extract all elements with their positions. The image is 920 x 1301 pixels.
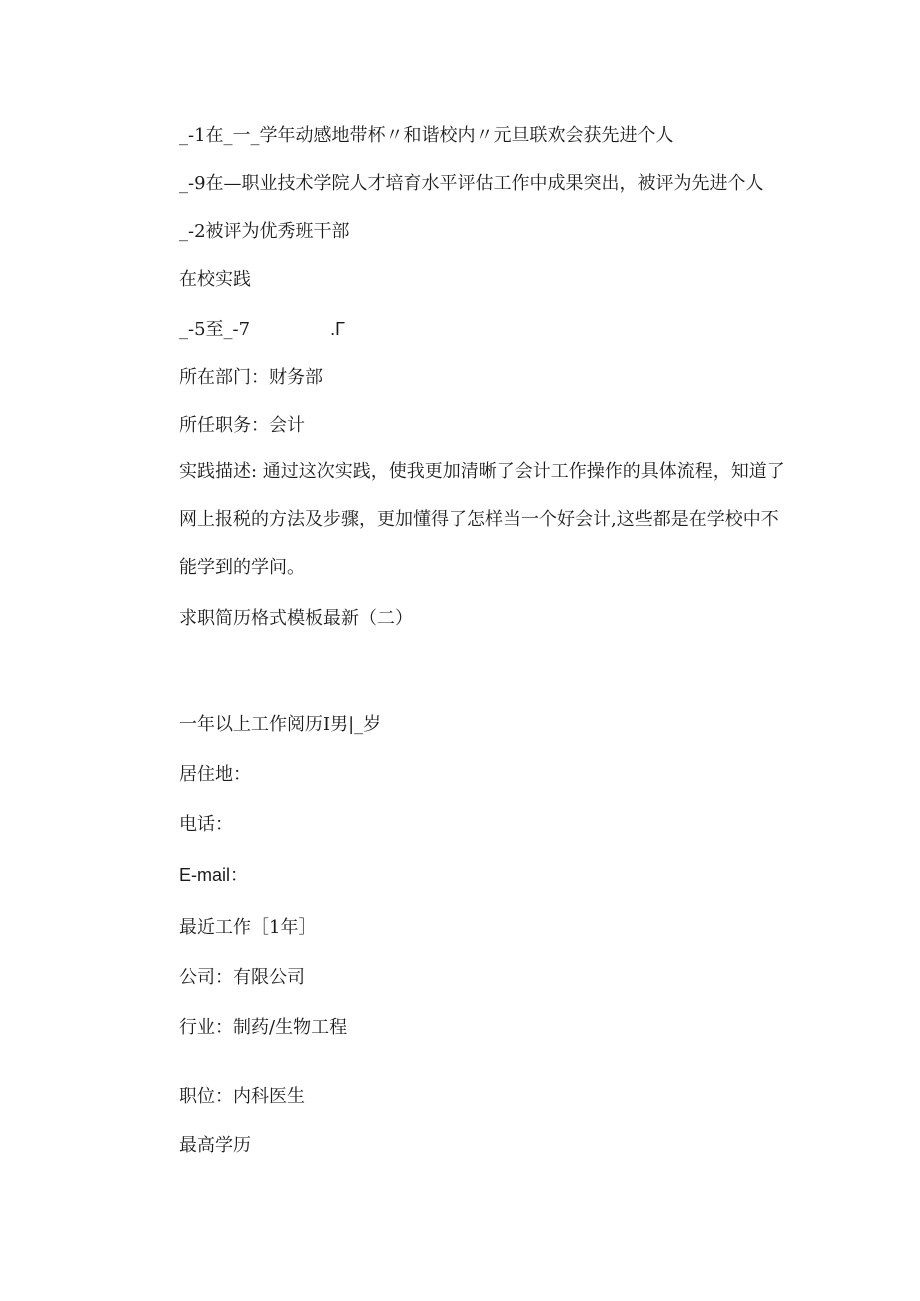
practice-department: 所在部门：财务部 — [179, 367, 323, 388]
honor-item-1: _-1在_一_学年动感地带杯〃和谐校内〃元旦联欢会获先进个人 — [179, 125, 674, 146]
recent-work: 最近工作［1年］ — [179, 917, 317, 938]
email-field: E-mail： — [179, 865, 249, 885]
section-title: 求职简历格式模板最新（二） — [179, 608, 413, 629]
practice-period-range: _-5至_-7 — [179, 319, 251, 340]
practice-position: 所任职务：会计 — [179, 415, 305, 436]
job-title-field: 职位：内科医生 — [179, 1086, 305, 1107]
phone-field: 电话： — [179, 814, 233, 835]
honor-item-3: _-2被评为优秀班干部 — [179, 221, 350, 242]
honor-item-2: _-9在—职业技术学院人才培育水平评估工作中成果突出，被评为先进个人 — [179, 173, 764, 194]
practice-heading: 在校实践 — [179, 269, 251, 290]
practice-description: 实践描述: 通过这次实践，使我更加清晰了会计工作操作的具体流程，知道了网上报税的方法及步骤，更加懂得了怎样当一个好会计,这些都是在学校中不能学到的学问。 — [179, 461, 785, 578]
residence-field: 居住地： — [179, 764, 251, 785]
resume-summary: 一年以上工作阅历I男|_岁 — [179, 714, 382, 735]
practice-period-suffix: .Γ — [330, 319, 345, 339]
company-field: 公司：有限公司 — [179, 967, 305, 988]
practice-period — [179, 317, 345, 342]
industry-field: 行业：制药/生物工程 — [179, 1017, 348, 1038]
education-field: 最高学历 — [179, 1135, 251, 1156]
